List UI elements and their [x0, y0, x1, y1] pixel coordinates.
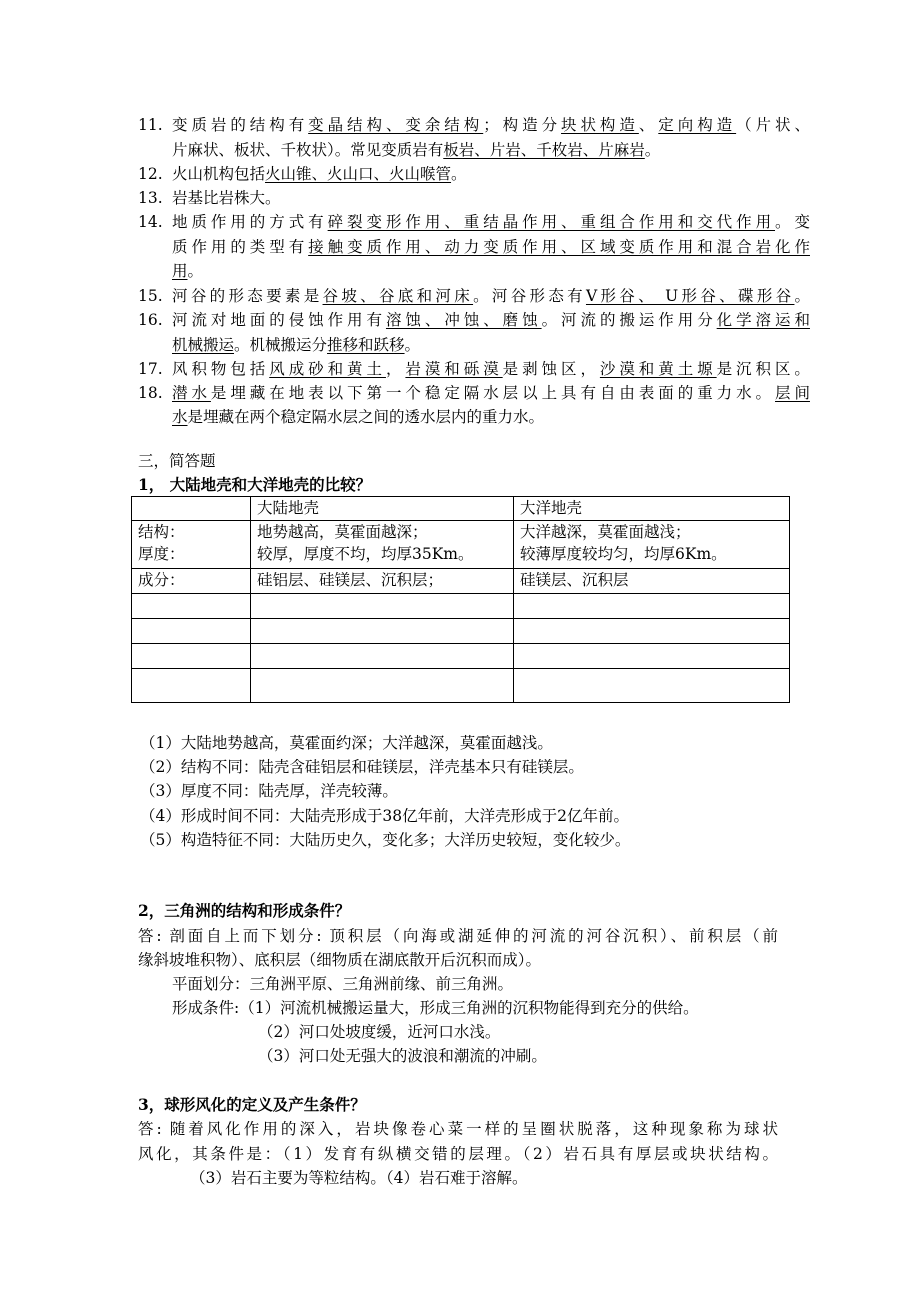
question-2-title: 2，三角洲的结构和形成条件？: [138, 901, 351, 920]
item-12-line-1: [138, 163, 467, 185]
table-row: [132, 521, 790, 569]
prompt-text: 质作用的类型有: [172, 238, 309, 256]
prompt-text: 。: [187, 262, 204, 280]
answer-line: 缘斜坡堆积物）、底积层（细物质在湖底散开后沉积而成）。: [138, 951, 542, 969]
prompt-text: 是埋藏在地表以下第一个稳定隔水层以上具有自由表面的重力水。: [210, 384, 776, 402]
answer-text: 潜水: [172, 384, 211, 402]
prompt-text: 是埋藏在两个稳定隔水层之间的透水层内的重力水。: [187, 408, 545, 426]
table-cell: 成分：: [132, 569, 251, 594]
prompt-text: 。河流的搬运作用分: [541, 311, 717, 329]
item-text: [172, 262, 203, 280]
prompt-text: ，: [385, 360, 406, 378]
answer-text: 火山锥、火山口、火山喉管: [265, 165, 452, 183]
prompt-text: 。机械搬运分: [234, 336, 328, 354]
item-16-line-2: [172, 334, 420, 356]
answer-text: 块状构造: [561, 116, 639, 134]
table-cell: 大洋越深，莫霍面越浅； 较薄厚度较均匀，均厚6Km。: [514, 521, 790, 569]
answer-line: （3）河口处无强大的波浪和潮流的冲刷。: [258, 1047, 547, 1065]
comparison-point: （4）形成时间不同：大陆壳形成于38亿年前，大洋壳形成于2亿年前。: [140, 807, 629, 825]
answer-text: 机械搬运: [172, 336, 235, 354]
prompt-text: 河谷的形态要素是: [172, 287, 323, 305]
table-cell: 地势越高，莫霍面越深； 较厚，厚度不均，均厚35Km。: [251, 521, 514, 569]
item-number: 17.: [138, 360, 163, 378]
table-row: [132, 497, 790, 521]
answer-line: 形成条件:（1）河流机械搬运量大，形成三角洲的沉积物能得到充分的供给。: [172, 999, 699, 1017]
answer-text: 沙漠和黄土塬: [599, 360, 717, 378]
table-cell: 硅镁层、沉积层: [514, 569, 790, 594]
table-row: [132, 594, 790, 619]
item-number: 13.: [138, 189, 163, 207]
comparison-point: （5）构造特征不同：大陆历史久，变化多；大洋历史较短，变化较少。: [140, 831, 631, 849]
prompt-text: 是剥蚀区，: [502, 360, 600, 378]
prompt-text: （片状、: [736, 116, 810, 134]
table-cell: [514, 594, 790, 619]
item-text: [172, 141, 660, 159]
prompt-text: 火山机构包括: [172, 165, 266, 183]
table-header-cell: 大洋地壳: [514, 497, 790, 521]
answer-line: 平面划分：三角洲平原、三角洲前缘、前三角洲。: [172, 975, 514, 993]
answer-line: （2）河口处坡度缓，近河口水浅。: [258, 1023, 501, 1041]
prompt-text: 。变: [775, 213, 810, 231]
question-1-title: 1， 大陆地壳和大洋地壳的比较？: [138, 475, 372, 494]
answer-line: 风化，其条件是：（1）发育有纵横交错的层理。（2）岩石具有厚层或块状结构。: [138, 1145, 778, 1163]
prompt-text: 。: [451, 165, 467, 183]
item-number: 14.: [138, 213, 163, 231]
answer-line: 答: 剖面自上而下划分: 顶积层（向海或湖延伸的河流的河谷沉积）、前积层（前: [138, 927, 778, 945]
item-text: [172, 408, 544, 426]
answer-text: 风成砂和黄土: [269, 360, 386, 378]
table-row: [132, 644, 790, 669]
answer-text: 推移和跃移: [327, 336, 405, 354]
table-header-cell: [132, 497, 251, 521]
answer-text: 用: [172, 262, 188, 280]
table-cell: [132, 594, 251, 619]
comparison-point: （2）结构不同：陆壳含硅铝层和硅镁层，洋壳基本只有硅镁层。: [140, 758, 584, 776]
answer-text: 定向构造: [658, 116, 737, 134]
answer-text: 碎裂变形作用、重结晶作用、重组合作用和交代作用: [327, 213, 776, 231]
answer-line: （3）岩石主要为等粒结构。（4）岩石难于溶解。: [190, 1169, 528, 1187]
prompt-text: 岩基比岩株大。: [172, 189, 281, 207]
table-cell: [251, 619, 514, 644]
prompt-text: 河流对地面的侵蚀作用有: [172, 311, 386, 329]
item-text: [172, 285, 810, 307]
item-text: [172, 236, 810, 258]
prompt-text: 。河谷形态有: [473, 287, 586, 305]
item-14-line-1: [138, 211, 810, 233]
table-cell: 结构： 厚度：: [132, 521, 251, 569]
prompt-text: 、: [638, 116, 659, 134]
item-14-line-3: [172, 260, 203, 282]
crust-comparison-table: [131, 496, 790, 703]
table-header-cell: 大陆地壳: [251, 497, 514, 521]
table-cell: 硅铝层、硅镁层、沉积层；: [251, 569, 514, 594]
item-text: [172, 211, 810, 233]
table-cell: [251, 594, 514, 619]
prompt-text: 是沉积区。: [716, 360, 810, 378]
answer-text: 层间: [775, 384, 810, 402]
section-title: 三，简答题: [138, 452, 216, 470]
table-cell: [132, 619, 251, 644]
table-row: [132, 569, 790, 594]
item-number: 18.: [138, 384, 163, 402]
answer-text: 岩漠和砾漠: [405, 360, 503, 378]
table-cell: [251, 644, 514, 669]
item-11-line-1: [138, 114, 810, 136]
item-number: 15.: [138, 287, 163, 305]
item-text: [172, 165, 467, 183]
item-14-line-2: [172, 236, 810, 258]
prompt-text: 地质作用的方式有: [172, 213, 328, 231]
item-16-line-1: [138, 309, 810, 331]
item-text: [172, 189, 281, 207]
answer-text: 接触变质作用、动力变质作用、区域变质作用和混合岩化作: [308, 238, 810, 256]
item-number: 16.: [138, 311, 163, 329]
table-cell: [251, 669, 514, 703]
item-11-line-2: [172, 139, 660, 161]
answer-line: 答: 随着风化作用的深入，岩块像卷心菜一样的呈圈状脱落，这种现象称为球状: [138, 1120, 778, 1138]
table-cell: [514, 644, 790, 669]
table-cell: [514, 619, 790, 644]
prompt-text: 变质岩的结构有: [172, 116, 309, 134]
item-13-line-1: [138, 187, 281, 209]
prompt-text: 片麻状、板状、千枚状）。常见变质岩有: [172, 141, 444, 159]
item-text: [172, 336, 420, 354]
item-number: 12.: [138, 165, 163, 183]
item-text: [172, 382, 810, 404]
item-number: 11.: [138, 116, 163, 134]
prompt-text: 。: [404, 336, 421, 354]
table-cell: [514, 669, 790, 703]
table-row: [132, 669, 790, 703]
answer-text: 变晶结构、变余结构: [308, 116, 484, 134]
item-text: [172, 358, 810, 380]
table-row: [132, 619, 790, 644]
prompt-text: 。: [794, 287, 810, 305]
prompt-text: ；构造分: [483, 116, 562, 134]
comparison-point: （3）厚度不同：陆壳厚，洋壳较薄。: [140, 782, 398, 800]
answer-text: V形谷、 U形谷、碟形谷: [585, 287, 795, 305]
table-cell: [132, 669, 251, 703]
item-17-line-1: [138, 358, 810, 380]
item-text: [172, 309, 810, 331]
comparison-point: （1）大陆地势越高，莫霍面约深；大洋越深，莫霍面越浅。: [140, 734, 553, 752]
prompt-text: 。: [644, 141, 661, 159]
answer-text: 化学溶运和: [716, 311, 810, 329]
answer-text: 谷坡、谷底和河床: [322, 287, 474, 305]
question-3-title: 3，球形风化的定义及产生条件？: [138, 1095, 366, 1114]
answer-text: 溶蚀、冲蚀、磨蚀: [385, 311, 542, 329]
answer-text: 板岩、片岩、千枚岩、片麻岩: [443, 141, 645, 159]
item-18-line-2: [172, 406, 544, 428]
answer-text: 水: [172, 408, 188, 426]
item-18-line-1: [138, 382, 810, 404]
prompt-text: 风积物包括: [172, 360, 270, 378]
item-15-line-1: [138, 285, 810, 307]
table-cell: [132, 644, 251, 669]
item-text: [172, 114, 810, 136]
